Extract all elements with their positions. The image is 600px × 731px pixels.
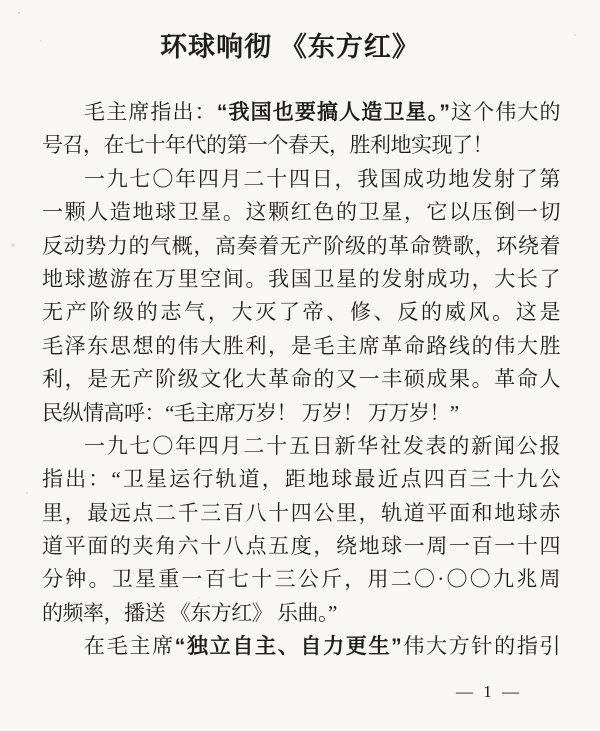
text-line — [42, 497, 560, 530]
body-text — [42, 96, 560, 664]
text-segment: 反动势力的气概，高奏着无产阶级的革命赞歌，环绕着 — [42, 233, 560, 258]
text-segment: 无产阶级的志气，大灭了帝、修、反的威风。这是 — [42, 300, 560, 325]
scan-noise-specks — [18, 12, 20, 14]
text-segment: 在毛主席 — [84, 634, 175, 659]
text-segment: 道平面的夹角六十八点五度，绕地球一周一百一十四 — [42, 534, 560, 559]
text-segment: 的频率，播送 《东方红》 乐曲。” — [42, 600, 337, 625]
text-segment: 地球遨游在万里空间。我国卫星的发射成功，大长了 — [42, 266, 560, 291]
text-segment: 这个伟大的 — [449, 100, 560, 124]
text-line — [42, 530, 560, 563]
text-line — [42, 630, 560, 663]
page-title: 环球响彻 《东方红》 — [160, 32, 420, 62]
text-line — [42, 563, 560, 596]
text-line — [42, 397, 560, 430]
text-line — [42, 430, 560, 463]
text-segment: 一颗人造地球卫星。这颗红色的卫星，它以压倒一切 — [42, 200, 560, 225]
text-line — [42, 597, 560, 630]
text-line — [42, 263, 560, 296]
text-line — [42, 196, 560, 229]
text-segment: 号召，在七十年代的第一个春天，胜利地实现了！ — [42, 133, 493, 158]
text-line — [42, 330, 560, 363]
text-line — [42, 230, 560, 263]
text-line — [42, 129, 560, 162]
text-line — [42, 363, 560, 396]
text-segment: 毛主席指出： — [84, 100, 217, 124]
emphasized-text-segment: “独立自主、自力更生” — [174, 635, 402, 659]
text-segment: 一九七〇年四月二十四日，我国成功地发射了第 — [84, 166, 560, 191]
text-line — [42, 463, 560, 496]
text-segment: 利，是无产阶级文化大革命的又一丰硕成果。革命人 — [42, 367, 560, 392]
text-segment: 一九七〇年四月二十五日新华社发表的新闻公报 — [84, 433, 560, 458]
text-segment: 指出：“卫星运行轨道，距地球最近点四百三十九公 — [42, 467, 560, 492]
text-line — [42, 296, 560, 329]
text-segment: 民纵情高呼：“毛主席万岁！ 万岁！ 万万岁！” — [42, 400, 459, 425]
emphasized-text-segment: “我国也要搞人造卫星。” — [216, 101, 450, 124]
text-segment: 伟大方针的指引 — [401, 634, 560, 659]
text-line — [42, 163, 560, 196]
page-number: — 1 — — [456, 682, 522, 701]
text-segment: 分钟。卫星重一百七十三公斤，用二〇·〇〇九兆周 — [42, 567, 560, 592]
text-segment: 毛泽东思想的伟大胜利，是毛主席革命路线的伟大胜 — [42, 333, 560, 358]
text-segment: 里，最远点二千三百八十四公里，轨道平面和地球赤 — [42, 500, 560, 525]
text-line — [42, 96, 560, 129]
